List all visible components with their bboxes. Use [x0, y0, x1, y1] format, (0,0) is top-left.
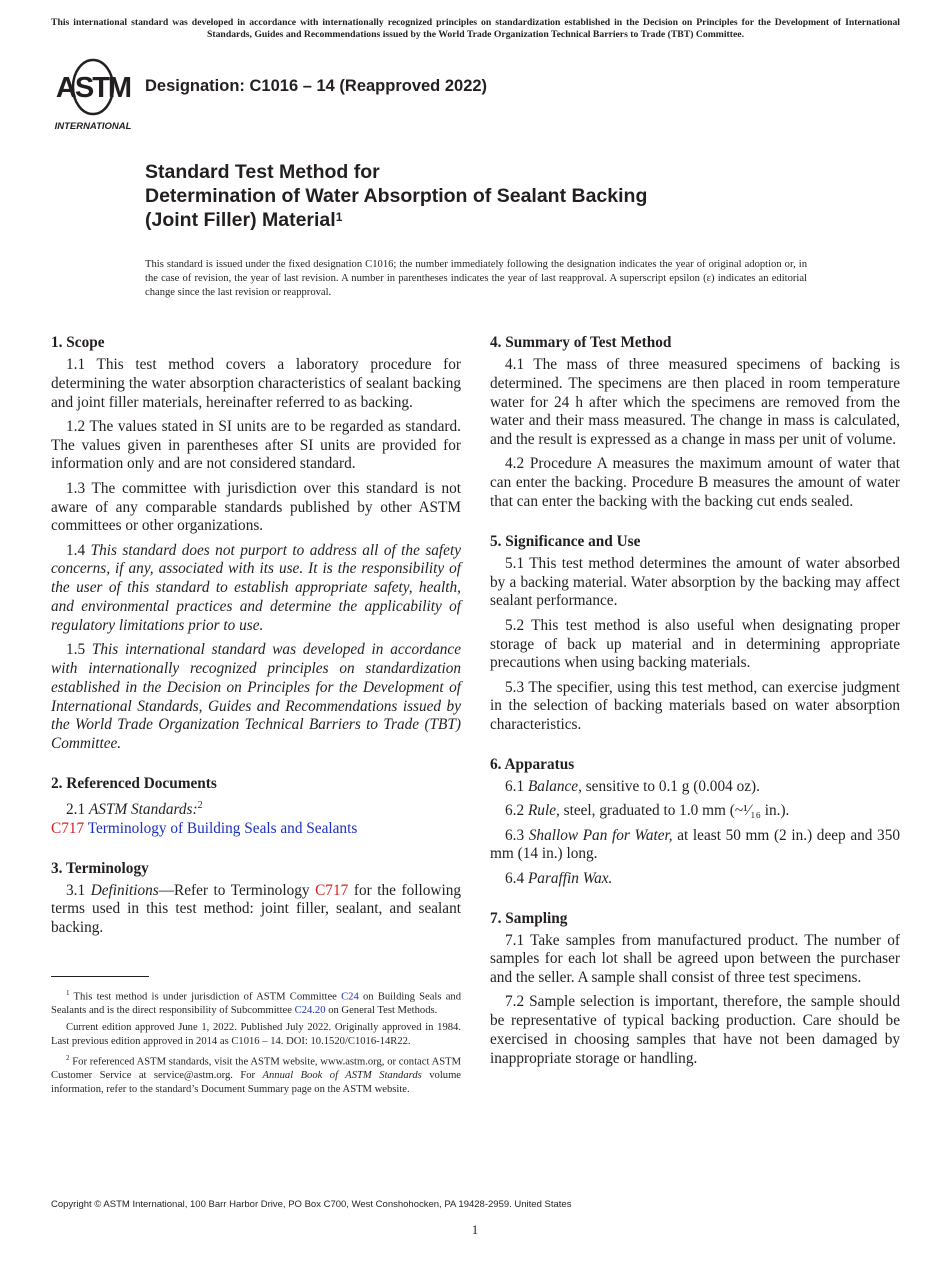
page-number: 1 — [471, 1222, 479, 1237]
committee-c24-link[interactable]: C24 — [341, 991, 359, 1003]
footnote-2: $^2$ For referenced ASTM standards, visit the ASTM website, www.astm.org, or contact ASTM Customer Service at service@astm.org. For Annual Book of ASTM Standards volume information, refer to the standard’s Document Summary page on the ASTM website. — [51, 1053, 462, 1095]
apparatus-6-3: 6.3 Shallow Pan for Water, at least 50 mm (2 in.) deep and 350 mm (14 in.) long. — [490, 826, 900, 863]
left-column — [51, 333, 461, 944]
subcommittee-c24-20-link[interactable]: C24.20 — [294, 1005, 326, 1017]
logo-international-text: INTERNATIONAL — [54, 121, 132, 132]
title-line-1: Standard Test Method for — [145, 161, 380, 183]
footnote-edition: Current edition approved June 1, 2022. Published July 2022. Originally approved in 1984. Last previous edition approved in 2014 as C1016 – 14. DOI: 10.1520/C1016-14R22. — [51, 1022, 461, 1047]
title-line-3: (Joint Filler) Material$^1$ — [145, 209, 343, 231]
title-footnote-mark[interactable]: 1 — [335, 210, 343, 224]
paragraph-2-1: 2.1 ASTM Standards:$^2$ — [66, 799, 203, 819]
footnote-1: $^1$ This test method is under jurisdiction of ASTM Committee C24 on Building Seals and Sealants and is the direct responsibility of Subcommittee C24.20 on General Test Methods. — [51, 989, 462, 1017]
footnote-ref-2[interactable]: 2 — [197, 799, 203, 811]
apparatus-6-1: 6.1 Balance, sensitive to 0.1 g (0.004 oz). — [505, 778, 760, 796]
international-standard-notice: This international standard was developed in accordance with internationally recognized principles on standardization established in the Decision on Principles for the Development of International Standards, Guides and Recommendations issued by the World Trade Organization Technical Barriers to Trade (TBT) Committee. — [51, 17, 900, 40]
referenced-standard-c717[interactable] — [51, 820, 461, 839]
section-heading-sampling: 7. Sampling — [490, 909, 568, 927]
logo-mark-text: ASTM — [55, 72, 131, 104]
apparatus-6-2: 6.2 Rule, steel, graduated to 1.0 mm (~¹⁄₁₆ in.). — [505, 802, 790, 820]
paragraph-1-2: 1.2 The values stated in SI units are to be regarded as standard. The values given in parentheses after SI units are provided for information only and are not considered standard. — [51, 417, 461, 473]
section-heading-terminology: 3. Terminology — [51, 859, 149, 877]
paragraph-1-1: 1.1 This test method covers a laboratory procedure for determining the water absorption characteristics of sealant backing and joint filler materials, hereinafter referred to as backing. — [51, 356, 461, 411]
ref-title-link[interactable]: Terminology of Building Seals and Sealants — [87, 819, 358, 837]
astm-emblem-icon — [52, 57, 134, 133]
designation: Designation: C1016 – 14 (Reapproved 2022) — [145, 77, 488, 95]
title-line-2: Determination of Water Absorption of Sealant Backing — [145, 185, 648, 207]
issue-note: This standard is issued under the fixed designation C1016; the number immediately following the designation indicates the year of original adoption or, in the case of revision, the year of last revision. A number in parentheses indicates the year of last reapproval. A superscript epsilon (ε) indicates an editorial change since the last revision or reapproval. — [145, 259, 807, 298]
section-heading-apparatus: 6. Apparatus — [490, 756, 575, 774]
paragraph-5-3: 5.3 The specifier, using this test method, can exercise judgment in the selection of backing materials based on water absorption characteristics. — [490, 678, 900, 734]
paragraph-4-1: 4.1 The mass of three measured specimens of backing is determined. The specimens are then placed in room temperature water for 24 h after which the specimens are removed from the water and their mass measured. The change in mass is calculated, and the result is expressed as a change in mass per unit of volume. — [490, 356, 900, 449]
document-title — [145, 160, 805, 232]
paragraph-7-2: 7.2 Sample selection is important, therefore, the sample should be representative of typical backing production. Care should be exercised in choosing samples that have not been damaged by inappropriate storage or handling. — [490, 993, 900, 1067]
paragraph-1-5: 1.5 This international standard was developed in accordance with internationally recognized principles on standardization established in the Decision on Principles for the Development of International Standards, Guides and Recommendations issued by the World Trade Organization Technical Barriers to Trade (TBT) Committee. — [51, 641, 461, 753]
section-heading-referenced-documents: 2. Referenced Documents — [51, 774, 217, 792]
apparatus-6-4: 6.4 Paraffin Wax. — [505, 869, 613, 887]
footnotes — [51, 987, 461, 1100]
section-heading-scope: 1. Scope — [51, 334, 105, 351]
paragraph-7-1: 7.1 Take samples from manufactured product. The number of samples for each lot shall be agreed upon between the purchaser and the seller. A sample shall consist of three test specimens. — [490, 931, 900, 987]
paragraph-1-4: 1.4 This standard does not purport to address all of the safety concerns, if any, associated with its use. It is the responsibility of the user of this standard to establish appropriate safety, health, and environmental practices and determine the applicability of regulatory limitations prior to use. — [51, 541, 462, 634]
paragraph-3-1: 3.1 Definitions—Refer to Terminology C717 for the following terms used in this test method: joint filler, sealant, and sealant backing. — [51, 881, 461, 937]
copyright: Copyright © ASTM International, 100 Barr Harbor Drive, PO Box C700, West Conshohocken, PA 19428-2959. United States — [51, 1199, 572, 1210]
right-column — [490, 333, 900, 1074]
terminology-c717-link[interactable]: C717 — [315, 881, 349, 899]
paragraph-1-3: 1.3 The committee with jurisdiction over this standard is not aware of any comparable standards published by other ASTM committees or other organizations. — [51, 479, 461, 535]
paragraph-5-2: 5.2 This test method is also useful when designating proper storage of back up material and in determining appropriate precautions when using backing materials. — [490, 616, 900, 672]
astm-logo — [52, 57, 134, 133]
ref-code-link[interactable]: C717 — [51, 819, 85, 837]
paragraph-5-1: 5.1 This test method determines the amount of water absorbed by a backing material. Water absorption by the backing may affect sealant performance. — [490, 554, 900, 610]
section-heading-summary: 4. Summary of Test Method — [490, 334, 672, 351]
footnote-divider — [51, 976, 149, 977]
paragraph-4-2: 4.2 Procedure A measures the maximum amount of water that can enter the backing. Procedure B measures the amount of water that can enter the backing with the backing cut ends sealed. — [490, 455, 900, 511]
section-heading-significance: 5. Significance and Use — [490, 532, 641, 550]
